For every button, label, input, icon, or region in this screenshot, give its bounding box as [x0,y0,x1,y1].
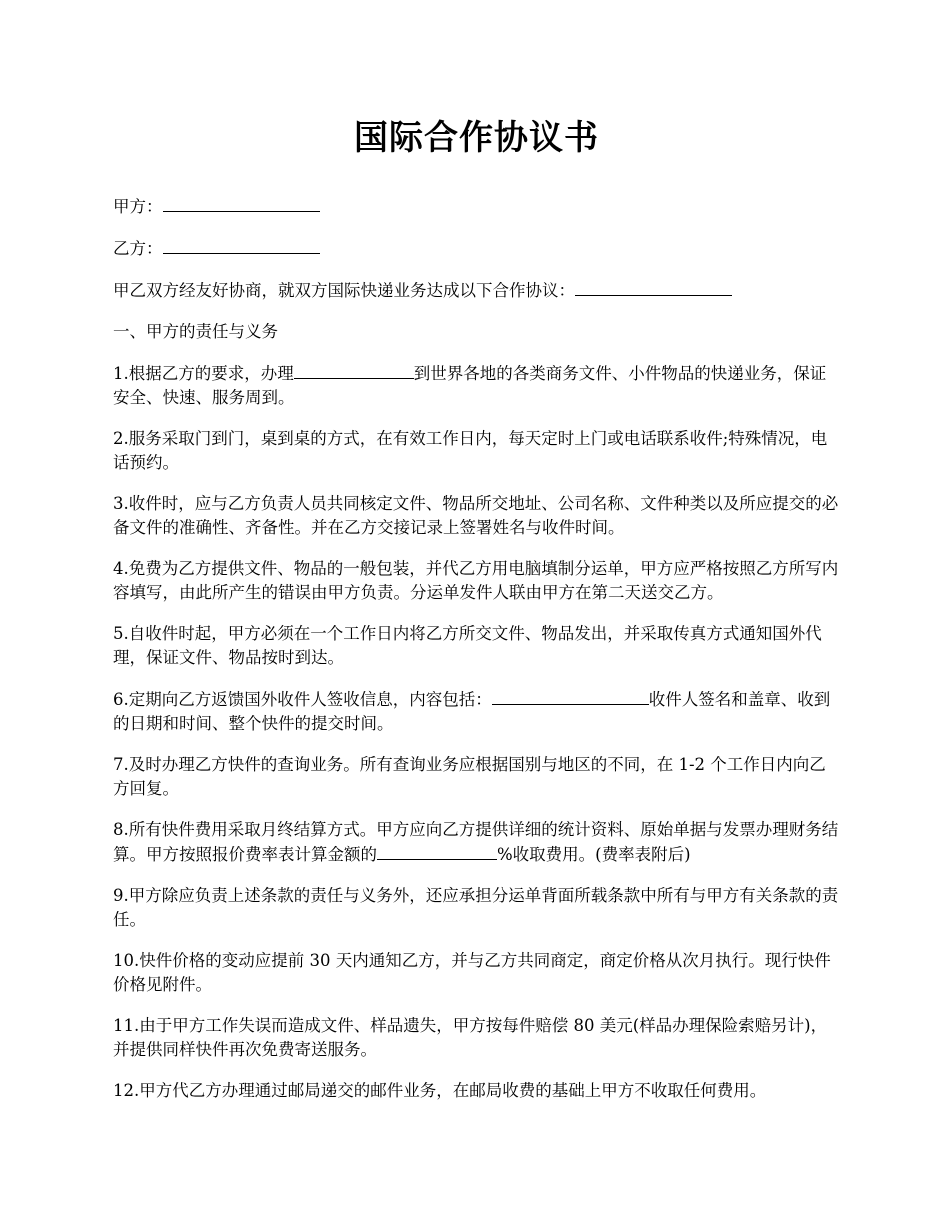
clause-8-blank [377,842,497,860]
party-b-label: 乙方： [113,239,163,258]
clause-6-text-a: 6.定期向乙方返馈国外收件人签收信息，内容包括： [113,690,492,709]
clause-8-text-a: 8.所有快件费用采取月终结算方式。甲方应向乙方提供详细的统计资料、原始单据与发票办理财务结算。甲方按照报价费率表计算金额的 [113,820,839,864]
intro-paragraph [113,278,840,303]
clause-3: 3.收件时，应与乙方负责人员共同核定文件、物品所交地址、公司名称、文件种类以及所应提交的必备文件的准确性、齐备性。并在乙方交接记录上签署姓名与收件时间。 [113,494,839,537]
clause-7: 7.及时办理乙方快件的查询业务。所有查询业务应根据国别与地区的不同，在 1-2 个工作日内向乙方回复。 [113,755,826,798]
clause-8 [113,818,840,867]
clause-6-blank [492,687,649,705]
clause-9: 9.甲方除应负责上述条款的责任与义务外，还应承担分运单背面所载条款中所有与甲方有关条款的责任。 [113,886,839,929]
clause-12: 12.甲方代乙方办理通过邮局递交的邮件业务，在邮局收费的基础上甲方不收取任何费用。 [113,1081,767,1100]
clause-6 [113,687,840,736]
clause-1 [113,361,840,410]
intro-blank [575,278,732,296]
clause-1-blank [294,361,414,379]
clause-6-text-b: 收件人签名和盖章、收到的日期和时间、整个快件的提交时间。 [113,690,831,733]
party-b-blank [163,236,320,254]
clause-5: 5.自收件时起，甲方必须在一个工作日内将乙方所交文件、物品发出，并采取传真方式通知国外代理，保证文件、物品按时到达。 [113,624,822,667]
section-heading: 一、甲方的责任与义务 [113,322,278,341]
document-title: 国际合作协议书 [354,118,599,158]
intro-text: 甲乙双方经友好协商，就双方国际快递业务达成以下合作协议： [113,281,575,300]
clause-4: 4.免费为乙方提供文件、物品的一般包装，并代乙方用电脑填制分运单，甲方应严格按照乙方所写内容填写，由此所产生的错误由甲方负责。分运单发件人联由甲方在第二天送交乙方。 [113,559,839,602]
clause-1-text-a: 1.根据乙方的要求，办理 [113,364,294,383]
clause-11: 11.由于甲方工作失误而造成文件、样品遗失，甲方按每件赔偿 80 美元(样品办理保险索赔另计)，并提供同样快件再次免费寄送服务。 [113,1016,828,1059]
clause-8-text-b: %收取费用。(费率表附后) [497,845,691,864]
clause-2: 2.服务采取门到门，桌到桌的方式，在有效工作日内，每天定时上门或电话联系收件;特殊情况，电话预约。 [113,429,828,472]
party-a-line [113,194,840,219]
clause-1-text-b: 到世界各地的各类商务文件、小件物品的快递业务，保证安全、快速、服务周到。 [113,364,827,407]
party-a-blank [163,194,320,212]
party-b-line [113,236,840,261]
party-a-label: 甲方： [113,197,163,216]
clause-10: 10.快件价格的变动应提前 30 天内通知乙方，并与乙方共同商定，商定价格从次月执行。现行快件价格见附件。 [113,951,831,994]
